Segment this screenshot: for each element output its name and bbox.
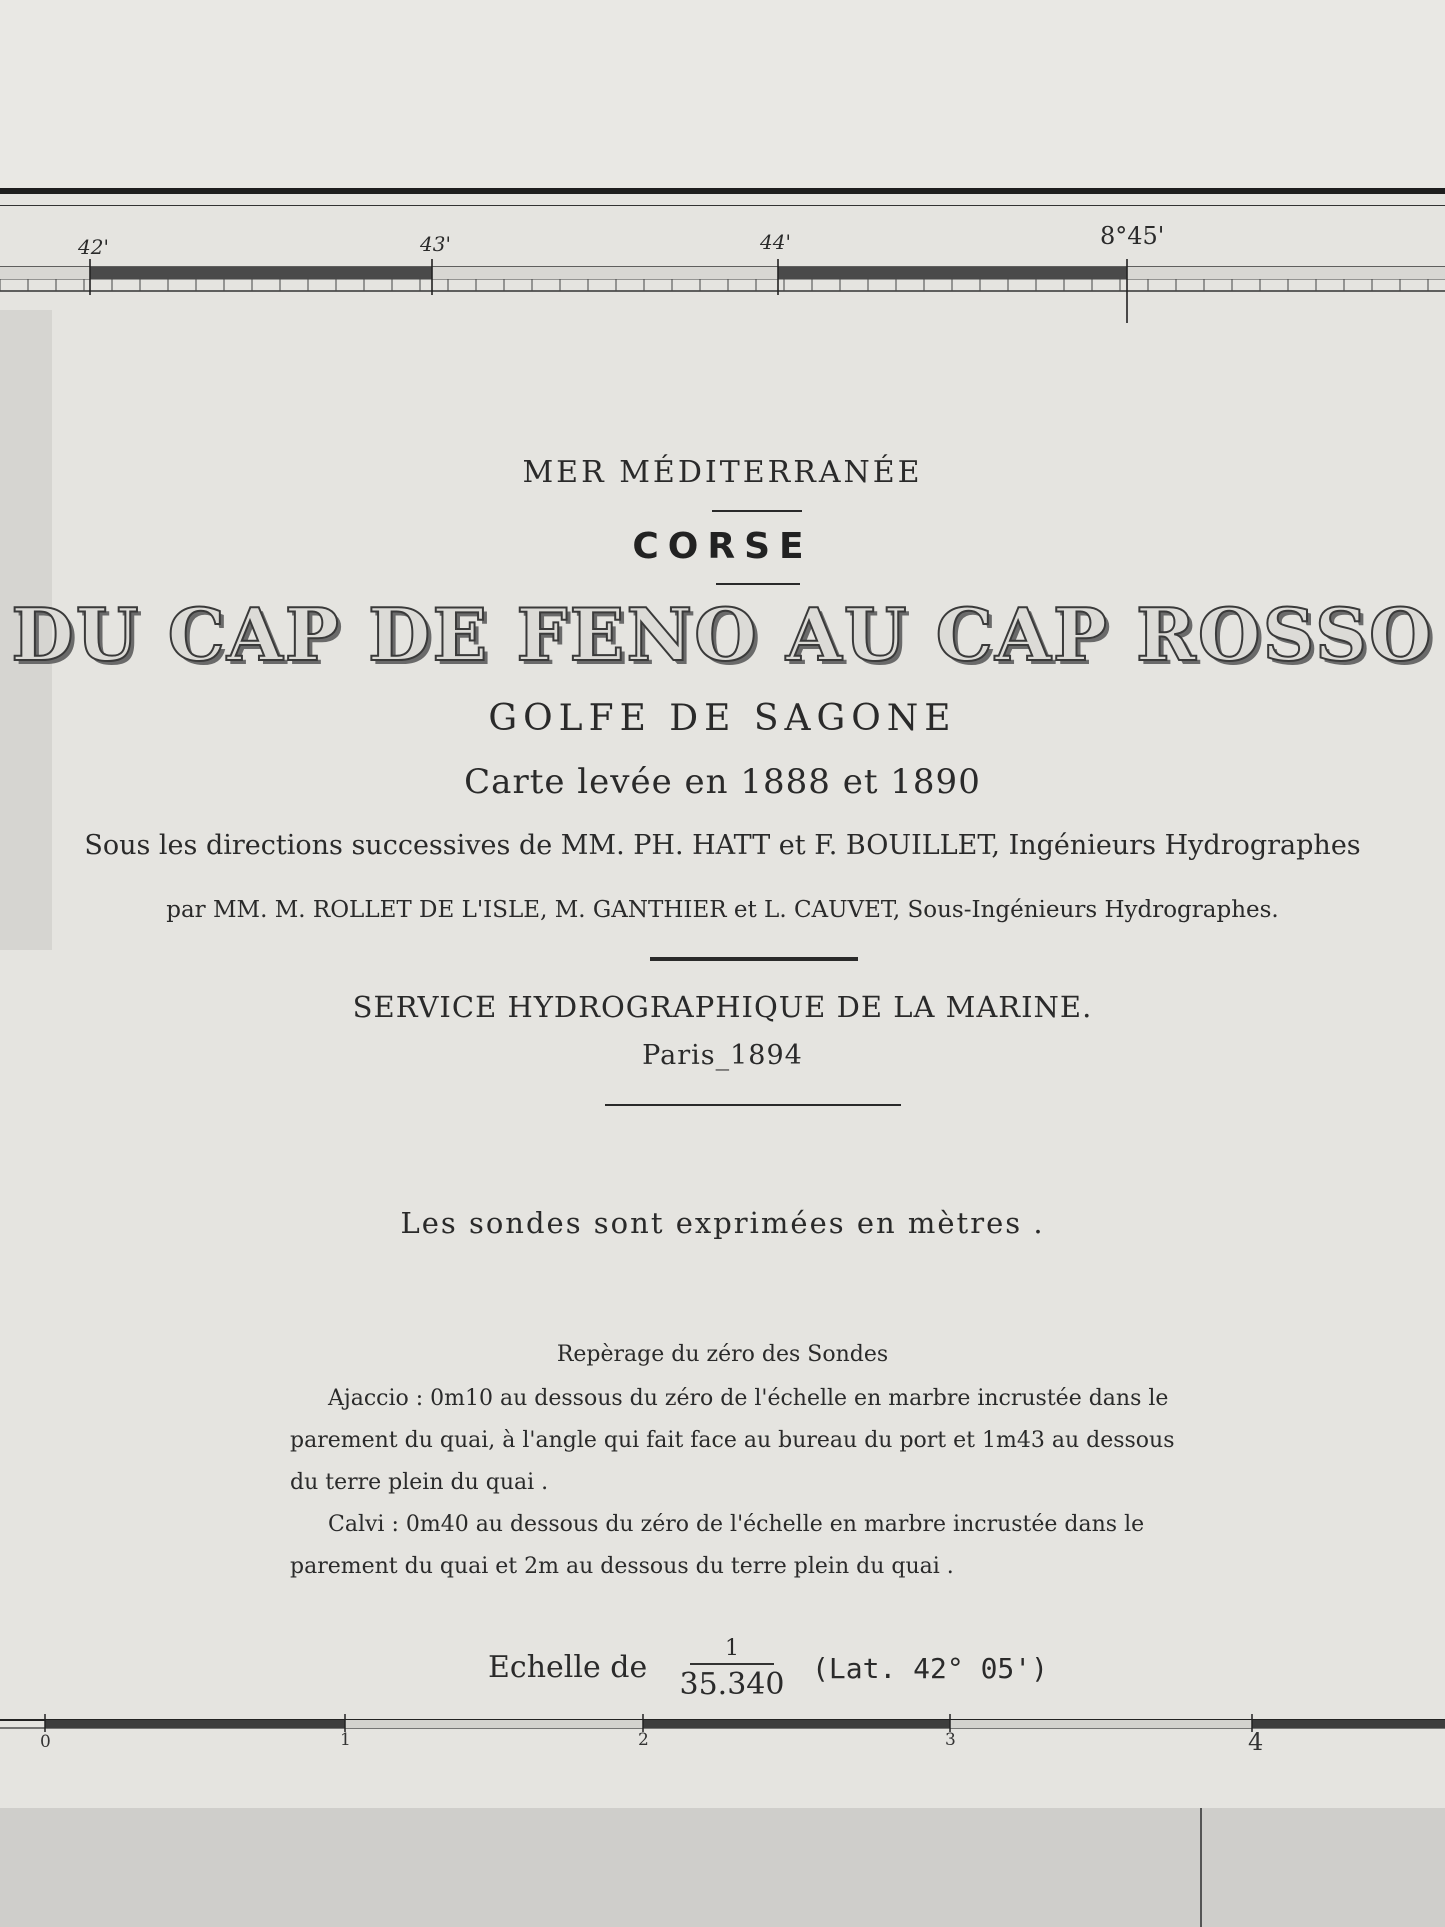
ornament-rule-4	[605, 1104, 901, 1106]
publisher-line: SERVICE HYDROGRAPHIQUE DE LA MARINE.	[352, 990, 1093, 1024]
ajaccio-line-2: parement du quai, à l'angle qui fait face au bureau du port et 1m43 au dessous	[290, 1428, 1175, 1453]
longitude-scale	[0, 255, 1445, 323]
distance-segment	[345, 1720, 643, 1728]
distance-label-1: 1	[340, 1730, 351, 1750]
paper-top-margin	[0, 0, 1445, 188]
distance-scale	[0, 1712, 1445, 1762]
place-date: Paris_1894	[642, 1040, 803, 1071]
scale-band	[778, 267, 1127, 279]
calvi-line-2: parement du quai et 2m au dessous du terre plein du quai .	[290, 1554, 954, 1579]
scale-band	[90, 267, 432, 279]
longitude-label-43: 43'	[420, 232, 451, 256]
scale-band	[0, 267, 90, 279]
distance-segment	[45, 1720, 345, 1728]
reference-notes	[290, 1378, 1230, 1588]
longitude-scale-graphic	[0, 255, 1445, 323]
chart-title: DU CAP DE FENO AU CAP ROSSO	[11, 592, 1434, 677]
distance-label-2: 2	[638, 1730, 649, 1750]
scale-band	[432, 267, 778, 279]
ajaccio-line-3: du terre plein du quai .	[290, 1470, 549, 1495]
island-name: CORSE	[632, 526, 813, 567]
neatline-inner	[0, 205, 1445, 206]
longitude-label-845: 8°45'	[1100, 222, 1165, 250]
calvi-line-1: Calvi : 0m40 au dessous du zéro de l'échelle en marbre incrustée dans le	[328, 1512, 1145, 1537]
scale-band	[1127, 267, 1445, 279]
scale-latitude: (Lat. 42° 05')	[812, 1652, 1049, 1685]
paper-bottom-margin	[0, 1808, 1445, 1927]
fraction-bar	[690, 1663, 774, 1665]
scale-numerator: 1	[725, 1636, 739, 1661]
gulf-name: GOLFE DE SAGONE	[488, 698, 957, 739]
ornament-rule-2	[716, 583, 800, 585]
soundings-note: Les sondes sont exprimées en mètres .	[400, 1206, 1045, 1240]
distance-label-4: 4	[1248, 1728, 1264, 1756]
distance-label-0: 0	[40, 1732, 51, 1752]
fold-line	[1200, 1808, 1202, 1927]
reference-heading: Repèrage du zéro des Sondes	[556, 1342, 889, 1367]
distance-label-3: 3	[945, 1730, 956, 1750]
longitude-label-42: 42'	[78, 235, 109, 259]
sea-name: MER MÉDITERRANÉE	[522, 455, 923, 490]
ornament-rule-3	[650, 957, 858, 961]
scale-denominator: 35.340	[679, 1667, 785, 1702]
directors-line: Sous les directions successives de MM. PH. HATT et F. BOUILLET, Ingénieurs Hydrographes	[84, 830, 1361, 861]
scale-fraction	[672, 1636, 792, 1702]
distance-segment	[1252, 1720, 1445, 1728]
longitude-label-44: 44'	[760, 230, 791, 254]
ajaccio-line-1: Ajaccio : 0m10 au dessous du zéro de l'échelle en marbre incrustée dans le	[328, 1386, 1169, 1411]
surveyors-line: par MM. M. ROLLET DE L'ISLE, M. GANTHIER et L. CAUVET, Sous-Ingénieurs Hydrographes.	[166, 897, 1279, 923]
distance-segment	[643, 1720, 950, 1728]
neatline-top	[0, 188, 1445, 194]
distance-scale-graphic	[0, 1712, 1445, 1762]
ornament-rule-1	[712, 510, 802, 512]
scale-label: Echelle de	[488, 1650, 648, 1685]
distance-segment	[950, 1720, 1252, 1728]
survey-dates: Carte levée en 1888 et 1890	[464, 762, 981, 802]
